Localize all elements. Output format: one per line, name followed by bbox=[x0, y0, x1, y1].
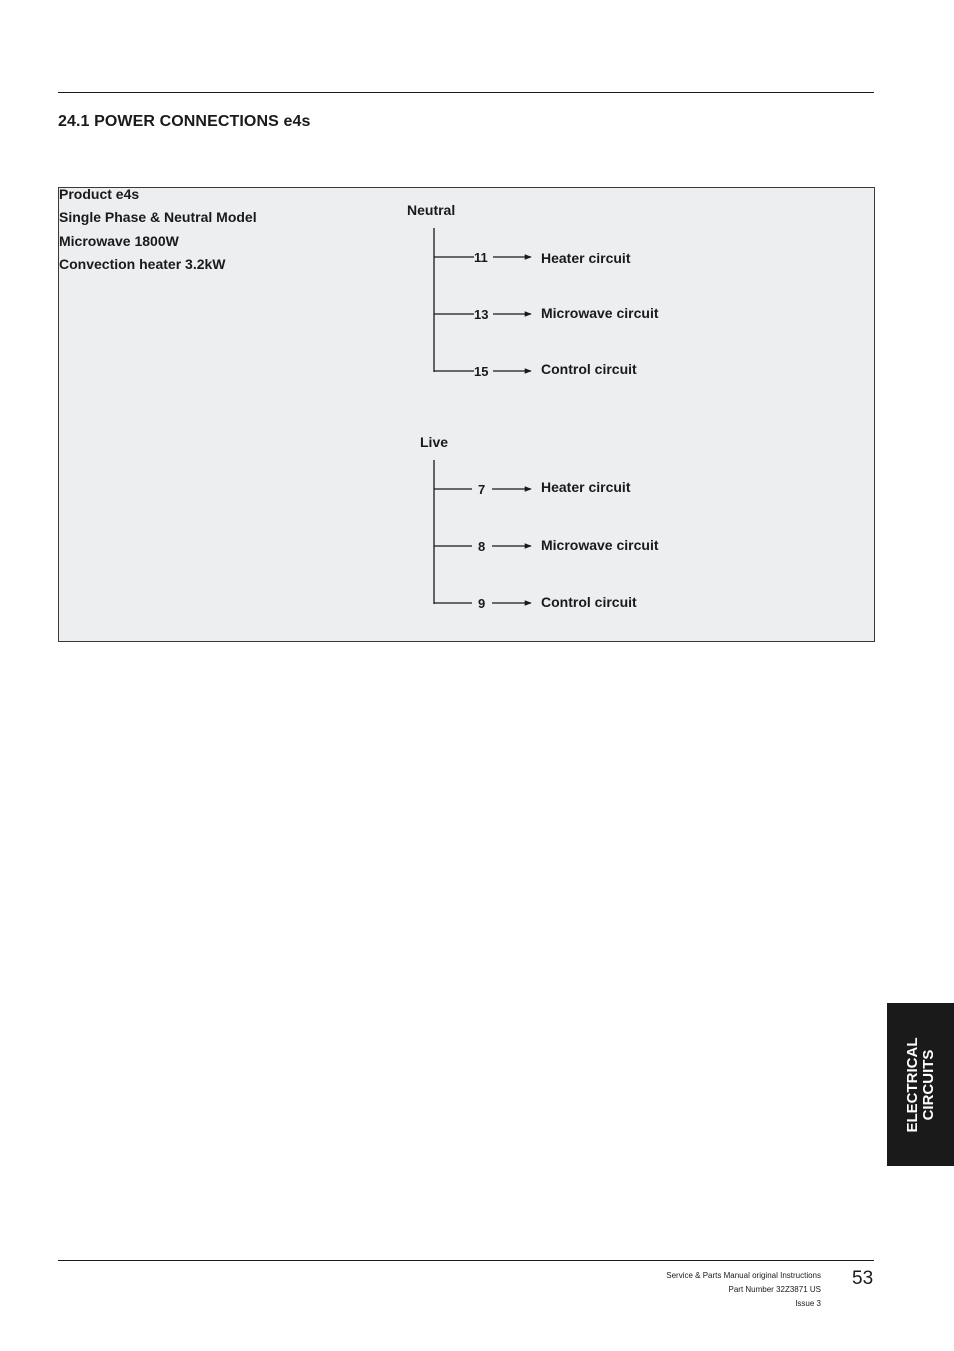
spec-product: Product e4s bbox=[59, 186, 140, 202]
spec-microwave: Microwave 1800W bbox=[59, 233, 179, 249]
section-side-tab bbox=[887, 1003, 954, 1166]
live-circuit-microwave: Microwave circuit bbox=[541, 537, 659, 553]
neutral-circuit-heater: Heater circuit bbox=[541, 250, 631, 266]
live-circuit-heater: Heater circuit bbox=[541, 479, 631, 495]
side-tab-text bbox=[905, 1037, 937, 1132]
live-terminal-7: 7 bbox=[478, 482, 486, 497]
top-rule bbox=[58, 92, 874, 93]
power-connections-panel bbox=[58, 187, 875, 642]
side-tab-line2: CIRCUITS bbox=[919, 1049, 937, 1120]
neutral-label: Neutral bbox=[407, 202, 456, 218]
spec-heater: Convection heater 3.2kW bbox=[59, 256, 226, 272]
footer-part-number: Part Number 32Z3871 US bbox=[728, 1285, 821, 1294]
neutral-terminal-13: 13 bbox=[474, 307, 489, 322]
live-label: Live bbox=[420, 434, 449, 450]
live-terminal-9: 9 bbox=[478, 596, 486, 611]
bottom-rule bbox=[58, 1260, 874, 1261]
connection-diagram bbox=[59, 188, 874, 641]
neutral-circuit-control: Control circuit bbox=[541, 361, 637, 377]
section-title: 24.1 POWER CONNECTIONS e4s bbox=[58, 113, 311, 130]
neutral-terminal-15: 15 bbox=[474, 364, 489, 379]
page-number: 53 bbox=[852, 1268, 874, 1289]
side-tab-line1: ELECTRICAL bbox=[903, 1037, 921, 1132]
footer-info bbox=[666, 1269, 821, 1311]
neutral-terminal-11: 11 bbox=[474, 250, 488, 265]
live-terminal-8: 8 bbox=[478, 539, 486, 554]
footer-issue: Issue 3 bbox=[795, 1299, 821, 1308]
footer-manual-title: Service & Parts Manual original Instructions bbox=[666, 1271, 821, 1280]
spec-phase: Single Phase & Neutral Model bbox=[59, 209, 257, 225]
neutral-circuit-microwave: Microwave circuit bbox=[541, 305, 659, 321]
live-circuit-control: Control circuit bbox=[541, 594, 637, 610]
